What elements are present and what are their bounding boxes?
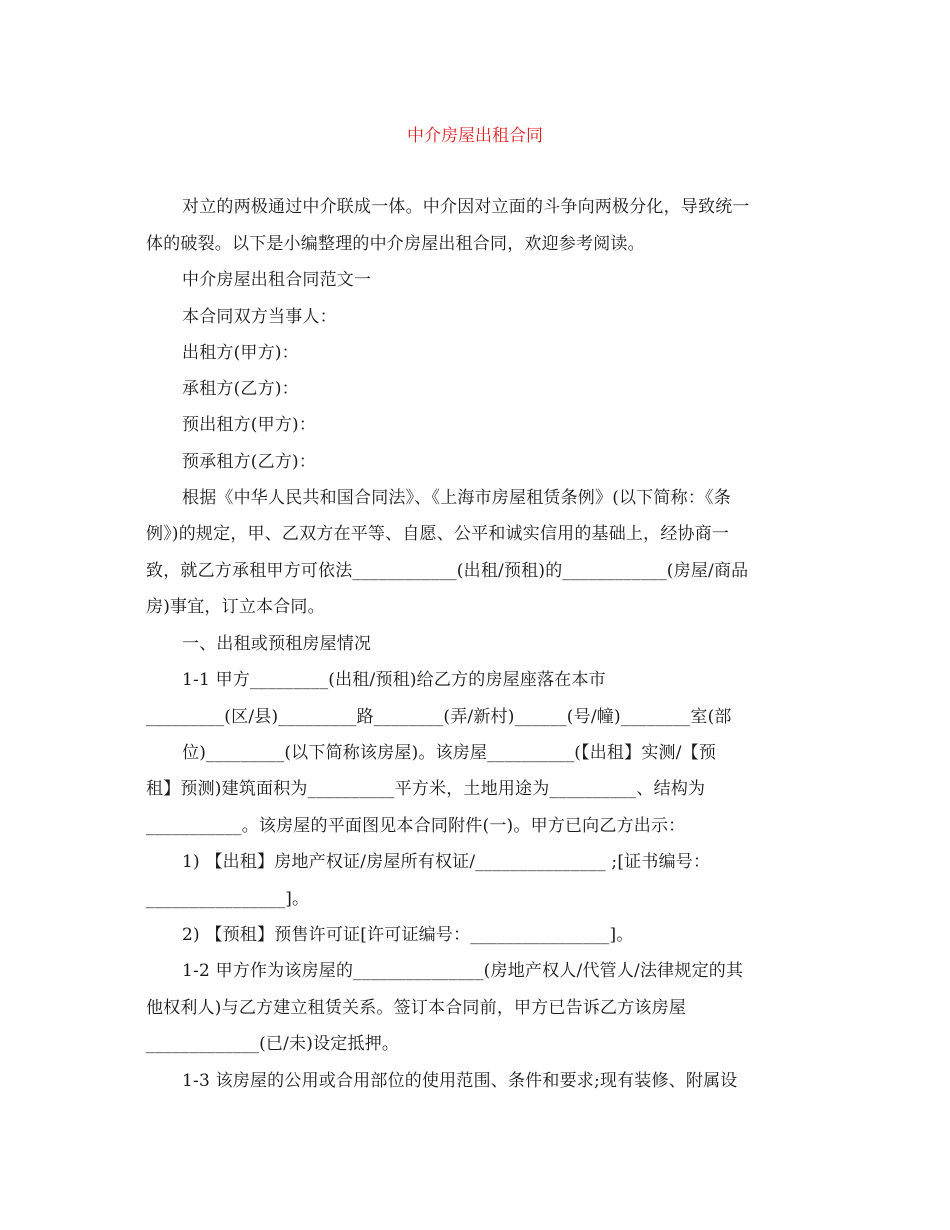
section-heading: 中介房屋出租合同范文一 xyxy=(182,270,372,290)
clause-line: ________________]。 xyxy=(146,889,310,909)
clause-line: 1-1 甲方_________(出租/预租)给乙方的房屋座落在本市 xyxy=(182,670,606,690)
clause-line: _________(区/县)_________路________(弄/新村)______(号/幢)________室(部 xyxy=(146,707,732,727)
party-field: 预承租方(乙方)： xyxy=(182,452,317,472)
paragraph-line: 例》)的规定，甲、乙双方在平等、自愿、公平和诚实信用的基础上，经协商一 xyxy=(146,524,730,544)
party-field: 出租方(甲方)： xyxy=(182,343,299,363)
paragraph-line: 根据《中华人民共和国合同法》、《上海市房屋租赁条例》(以下简称：《条 xyxy=(182,488,731,508)
section-heading: 一、出租或预租房屋情况 xyxy=(182,634,372,654)
clause-line: 租】预测)建筑面积为__________平方米，土地用途为__________、结构为 xyxy=(146,779,706,799)
clause-line: 位)_________(以下简称该房屋)。该房屋__________(【出租】实测/【预 xyxy=(182,743,717,763)
paragraph-line: 对立的两极通过中介联成一体。中介因对立面的斗争向两极分化，导致统一 xyxy=(182,197,750,217)
clause-line: 他权利人)与乙方建立租赁关系。签订本合同前，甲方已告诉乙方该房屋 xyxy=(146,998,687,1018)
party-field: 预出租方(甲方)： xyxy=(182,415,317,435)
paragraph-line: 致，就乙方承租甲方可依法____________(出租/预租)的____________(房屋/商品 xyxy=(146,561,749,581)
clause-line: 1) 【出租】房地产权证/房屋所有权证/_______________ ;[证书编号： xyxy=(182,852,711,872)
party-field: 承租方(乙方)： xyxy=(182,379,299,399)
clause-line: 2) 【预租】预售许可证[许可证编号：________________]。 xyxy=(182,925,634,945)
document-title: 中介房屋出租合同 xyxy=(407,126,543,146)
paragraph-line: 体的破裂。以下是小编整理的中介房屋出租合同，欢迎参考阅读。 xyxy=(146,234,645,254)
clause-line: _____________(已/未)设定抵押。 xyxy=(146,1034,400,1054)
clause-line: 1-2 甲方作为该房屋的_______________(房地产权人/代管人/法律规定的其 xyxy=(182,961,744,981)
paragraph-line: 房)事宜，订立本合同。 xyxy=(146,597,325,617)
clause-line: 1-3 该房屋的公用或合用部位的使用范围、条件和要求;现有装修、附属设 xyxy=(182,1071,738,1091)
paragraph-line: 本合同双方当事人： xyxy=(182,307,337,327)
clause-line: ___________。该房屋的平面图见本合同附件(一)。甲方已向乙方出示： xyxy=(146,816,686,836)
